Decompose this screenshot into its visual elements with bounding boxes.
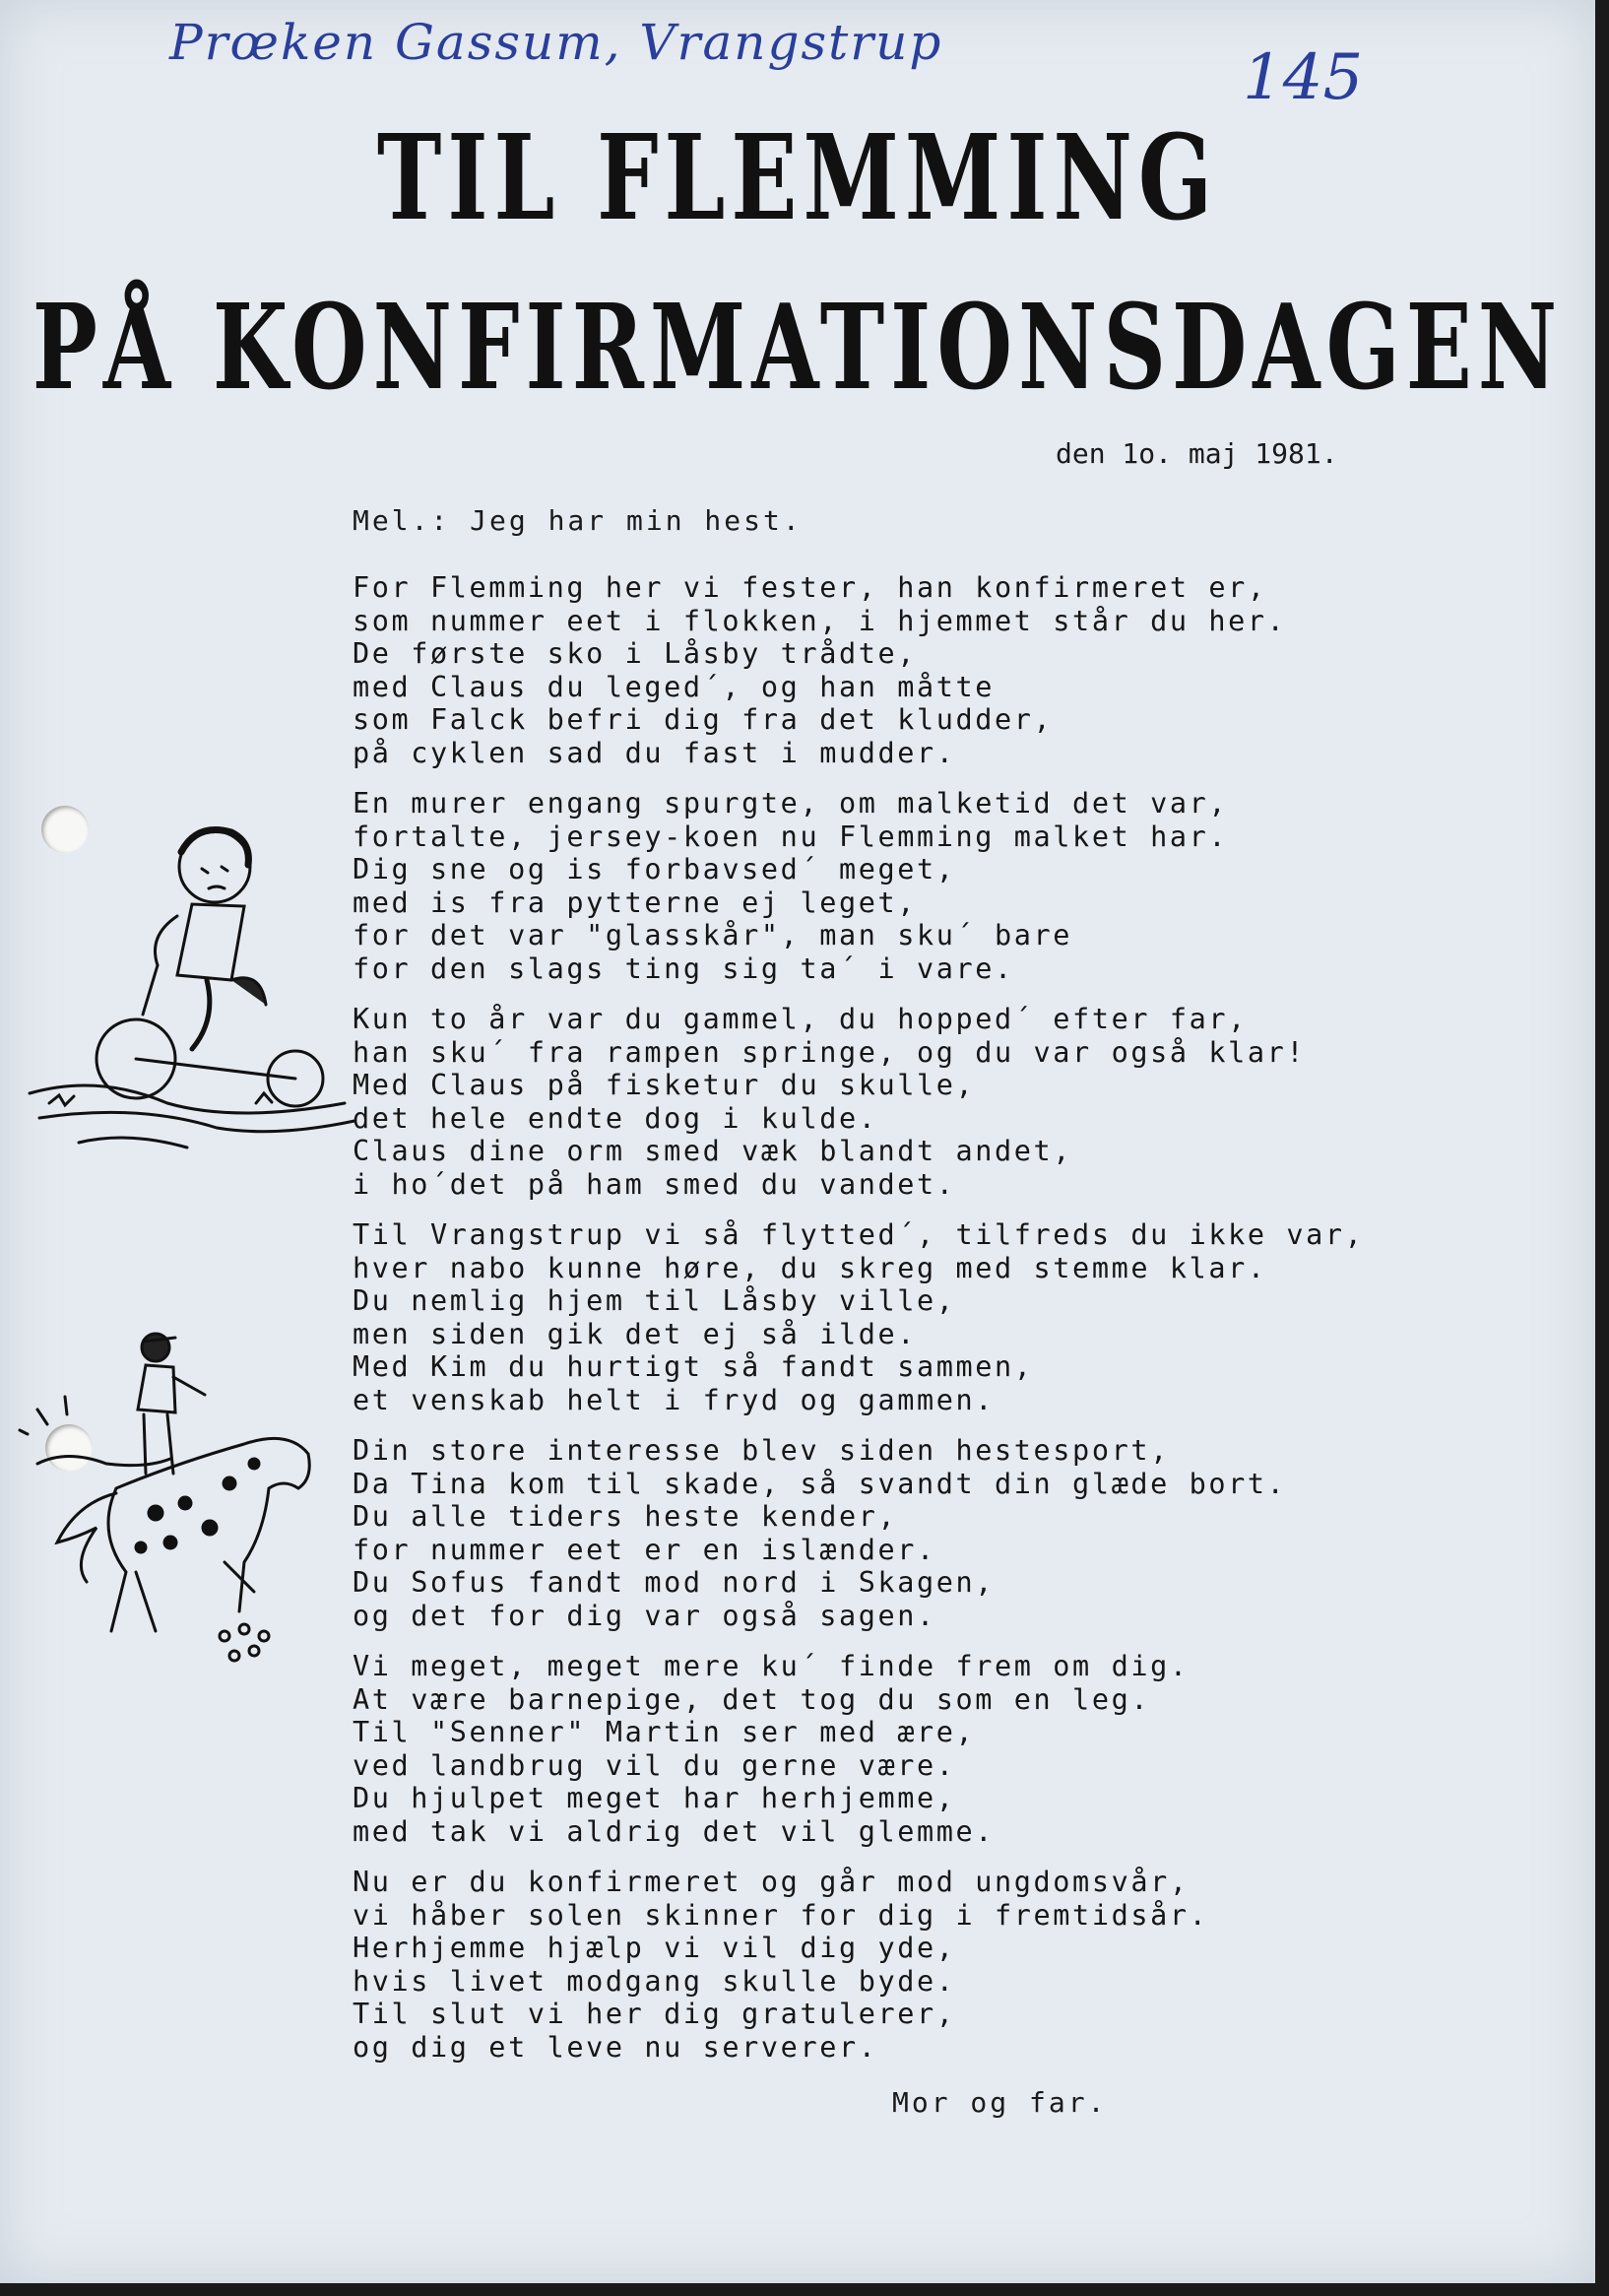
poem — [353, 571, 1364, 2081]
stanza — [353, 1650, 1364, 1848]
stanza — [353, 571, 1364, 769]
poem-line: Du nemlig hjem til Låsby ville, — [353, 1284, 956, 1317]
stanza — [353, 1434, 1364, 1632]
title-line-2: PÅ KONFIRMATIONSDAGEN — [32, 277, 1564, 417]
poem-line: med Claus du leged´, og han måtte — [353, 670, 996, 703]
boy-on-tricycle-illustration — [20, 808, 364, 1162]
poem-line: ved landbrug vil du gerne være. — [353, 1748, 956, 1782]
poem-line: med is fra pytterne ej leget, — [353, 886, 917, 919]
melody-line: Mel.: Jeg har min hest. — [353, 504, 803, 537]
poem-line: og det for dig var også sagen. — [353, 1599, 936, 1632]
poem-line: på cyklen sad du fast i mudder. — [353, 736, 956, 769]
poem-line: som Falck befri dig fra det kludder, — [353, 703, 1054, 736]
poem-line: De første sko i Låsby trådte, — [353, 637, 917, 670]
poem-line: Kun to år var du gammel, du hopped´ efter far, — [353, 1003, 1248, 1035]
poem-line: men siden gik det ej så ilde. — [353, 1317, 917, 1350]
poem-line: og dig et leve nu serverer. — [353, 2030, 878, 2064]
handwritten-page-number: 145 — [1243, 41, 1364, 114]
stanza — [353, 1866, 1364, 2064]
poem-line: Nu er du konfirmeret og går mod ungdomsvår, — [353, 1866, 1190, 1898]
poem-line: som nummer eet i flokken, i hjemmet står du her. — [353, 604, 1287, 637]
poem-line: Du hjulpet meget har herhjemme, — [353, 1782, 956, 1814]
poem-line: i ho´det på ham smed du vandet. — [353, 1167, 956, 1201]
poem-line: vi håber solen skinner for dig i fremtidsår. — [353, 1898, 1209, 1932]
poem-line: for det var "glasskår", man sku´ bare — [353, 919, 1073, 951]
poem-line: Til Vrangstrup vi så flytted´, tilfreds du ikke var, — [353, 1218, 1365, 1251]
poem-line: hvis livet modgang skulle byde. — [353, 1964, 956, 1998]
poem-line: med tak vi aldrig det vil glemme. — [353, 1814, 996, 1848]
title-line-1: TIL FLEMMING — [376, 107, 1219, 247]
stanza — [353, 1003, 1364, 1201]
poem-line: En murer engang spurgte, om malketid det var, — [353, 787, 1229, 820]
poem-line: Claus dine orm smed væk blandt andet, — [353, 1135, 1073, 1167]
poem-line: Da Tina kom til skade, så svandt din glæde bort. — [353, 1467, 1287, 1500]
poem-line: fortalte, jersey-koen nu Flemming malket har. — [353, 820, 1229, 853]
poem-line: Til "Senner" Martin ser med ære, — [353, 1716, 976, 1748]
poem-line: hver nabo kunne høre, du skreg med stemme klar. — [353, 1251, 1267, 1284]
date-line: den 1o. maj 1981. — [1056, 437, 1338, 470]
signature: Mor og far. — [892, 2086, 1108, 2119]
poem-line: det hele endte dog i kulde. — [353, 1101, 878, 1135]
poem-line: Du Sofus fandt mod nord i Skagen, — [353, 1566, 996, 1599]
poem-line: Med Claus på fisketur du skulle, — [353, 1069, 976, 1101]
poem-line: Din store interesse blev siden hestesport, — [353, 1434, 1170, 1467]
handwritten-note: Prœken Gassum, Vrangstrup — [169, 14, 943, 71]
poem-line: At være barnepige, det tog du som en leg. — [353, 1682, 1151, 1716]
stanza — [353, 1218, 1364, 1416]
poem-line: Herhjemme hjælp vi vil dig yde, — [353, 1932, 956, 1964]
poem-line: For Flemming her vi fester, han konfirmeret er, — [353, 571, 1267, 604]
poem-line: et venskab helt i fryd og gammen. — [353, 1383, 996, 1416]
poem-line: Til slut vi her dig gratulerer, — [353, 1998, 956, 2030]
poem-line: Med Kim du hurtigt så fandt sammen, — [353, 1350, 1034, 1383]
poem-line: han sku´ fra rampen springe, og du var også klar! — [353, 1035, 1307, 1069]
poem-line: Vi meget, meget mere ku´ finde frem om dig. — [353, 1650, 1190, 1682]
poem-line: Dig sne og is forbavsed´ meget, — [353, 853, 956, 886]
rider-on-horse-illustration — [18, 1316, 333, 1710]
stanza — [353, 787, 1364, 985]
poem-line: Du alle tiders heste kender, — [353, 1500, 898, 1533]
poem-line: for den slags ting sig ta´ i vare. — [353, 951, 1014, 985]
poem-line: for nummer eet er en islænder. — [353, 1533, 936, 1566]
